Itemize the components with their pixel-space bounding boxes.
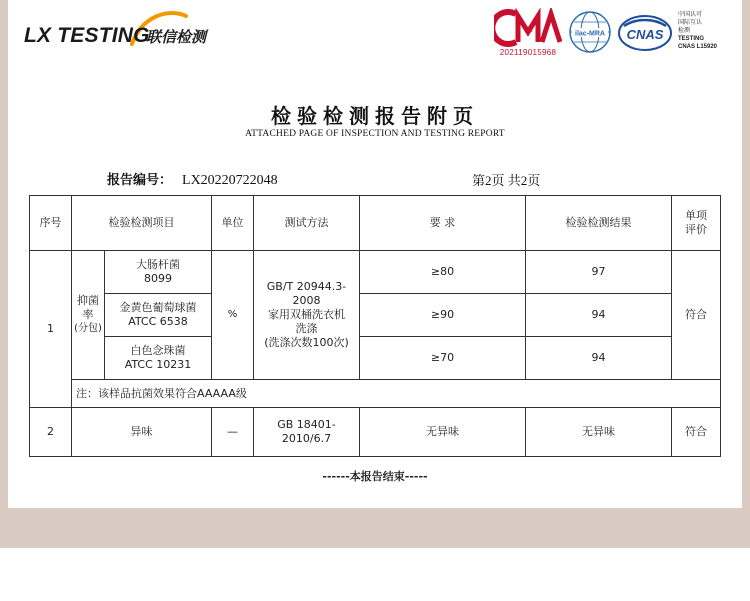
sub-requirement: ≥70 — [360, 337, 526, 380]
table-row — [30, 294, 721, 337]
cnas-caption-line: 检测 — [678, 28, 691, 34]
header-seq: 序号 — [30, 196, 72, 251]
row1-group — [72, 251, 105, 380]
sub-item-code-line: ATCC 10231 — [124, 358, 192, 371]
sub-item-name-line: 大肠杆菌 — [136, 258, 180, 271]
header-requirement: 要 求 — [360, 196, 526, 251]
row2-seq: 2 — [30, 408, 72, 457]
sub-result: 94 — [526, 337, 672, 380]
svg-text:ilac-MRA: ilac-MRA — [575, 30, 605, 38]
table-row — [30, 251, 721, 294]
sub-requirement: ≥90 — [360, 294, 526, 337]
bottom-strip — [0, 548, 750, 601]
row2-requirement: 无异味 — [360, 408, 526, 457]
table-header-row — [30, 196, 721, 251]
cnas-mark — [618, 14, 672, 52]
cnas-logo-icon — [618, 14, 672, 52]
logo-cn-text: 联信检测 — [146, 28, 207, 46]
row1-method — [254, 251, 360, 380]
cnas-caption-line: 国际互认 — [678, 20, 703, 26]
row1-unit: % — [212, 251, 254, 380]
ilac-mra-mark — [568, 10, 612, 54]
sub-item-name — [105, 294, 212, 337]
sub-item-name — [105, 337, 212, 380]
sub-item-code-line: 8099 — [144, 272, 172, 285]
svg-text:CMA: CMA — [528, 31, 533, 33]
sub-requirement: ≥80 — [360, 251, 526, 294]
report-number — [107, 169, 278, 189]
row1-method-line: 家用双桶洗衣机 — [268, 308, 345, 321]
lx-testing-logo — [24, 8, 244, 60]
sub-result: 97 — [526, 251, 672, 294]
report-number-label: 报告编号： — [107, 173, 173, 188]
row1-method-line: (洗涤次数100次) — [264, 336, 349, 349]
row2-result: 无异味 — [526, 408, 672, 457]
row1-seq: 1 — [30, 251, 72, 408]
page-counter: 第2页 共2页 — [472, 173, 541, 188]
svg-text:CNAS: CNAS — [626, 27, 664, 42]
header-evaluation-line: 单项 — [685, 209, 707, 222]
cnas-caption-line: TESTING — [678, 36, 705, 42]
row1-group-line: 抑菌 — [77, 294, 99, 307]
report-number-value: LX20220722048 — [182, 173, 278, 188]
sub-item-name — [105, 251, 212, 294]
row1-group-line: 率 — [82, 308, 94, 321]
header-method: 测试方法 — [254, 196, 360, 251]
row1-note: 注：该样品抗菌效果符合AAAAA级 — [72, 380, 721, 408]
logo-text: LX TESTING — [24, 24, 150, 47]
table-row — [30, 337, 721, 380]
row2-evaluation: 符合 — [672, 408, 721, 457]
row1-method-line: 洗涤 — [295, 322, 318, 335]
cnas-caption-line: 中国认可 — [678, 12, 703, 18]
page-subtitle: ATTACHED PAGE OF INSPECTION AND TESTING REPORT — [245, 129, 505, 139]
sub-result: 94 — [526, 294, 672, 337]
row1-method-line: GB/T 20944.3-2008 — [266, 280, 347, 307]
header-unit: 单位 — [212, 196, 254, 251]
header-item: 检验检测项目 — [72, 196, 212, 251]
results-table — [29, 195, 721, 457]
row1-evaluation: 符合 — [672, 251, 721, 380]
page-title: 检验检测报告附页 — [271, 104, 479, 128]
row2-unit: — — [212, 408, 254, 457]
header-evaluation-line: 评价 — [685, 223, 707, 236]
sub-item-name-line: 金黄色葡萄球菌 — [119, 301, 197, 314]
table-note-row — [30, 380, 721, 408]
row1-group-line: (分包) — [74, 323, 102, 334]
row2-method: GB 18401-2010/6.7 — [254, 408, 360, 457]
cnas-caption — [678, 11, 738, 51]
sub-item-code-line: ATCC 6538 — [128, 315, 188, 328]
row2-item: 异味 — [72, 408, 212, 457]
table-row — [30, 408, 721, 457]
sub-item-name-line: 白色念珠菌 — [130, 344, 186, 357]
report-end-note: ------本报告结束----- — [322, 470, 428, 483]
cnas-caption-line: CNAS L15920 — [678, 44, 718, 50]
cma-logo-icon — [494, 8, 562, 48]
header-evaluation — [672, 196, 721, 251]
cma-number: 202119015968 — [499, 48, 557, 57]
ilac-globe-icon — [568, 10, 612, 54]
header-result: 检验检测结果 — [526, 196, 672, 251]
cma-mark — [494, 8, 562, 60]
